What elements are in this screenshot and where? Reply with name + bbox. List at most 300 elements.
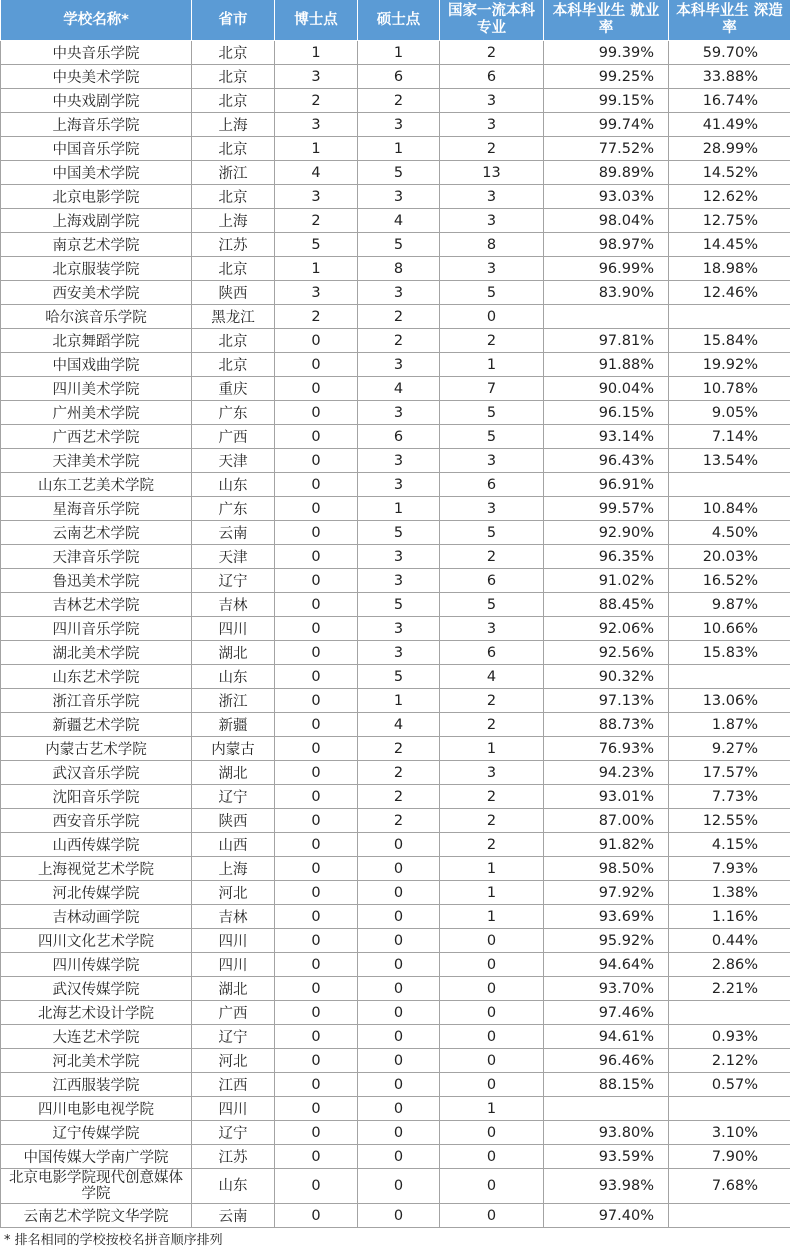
- further-study-rate-cell: 16.74%: [669, 89, 790, 113]
- header-first-class-majors: 国家一流本科专业: [440, 0, 544, 41]
- doctoral-cell: 0: [275, 1097, 358, 1121]
- province-cell: 上海: [192, 113, 275, 137]
- doctoral-cell: 0: [275, 377, 358, 401]
- table-row: [1, 1121, 790, 1145]
- table-row: [1, 185, 790, 209]
- province-cell: 广东: [192, 401, 275, 425]
- doctoral-cell: 2: [275, 209, 358, 233]
- master-cell: 0: [358, 1001, 440, 1025]
- further-study-rate-cell: 28.99%: [669, 137, 790, 161]
- master-cell: 1: [358, 41, 440, 65]
- master-cell: 6: [358, 65, 440, 89]
- further-study-rate-cell: [669, 1204, 790, 1228]
- first-class-cell: 0: [440, 929, 544, 953]
- doctoral-cell: 4: [275, 161, 358, 185]
- first-class-cell: 5: [440, 521, 544, 545]
- header-row: [1, 0, 790, 41]
- table-row: [1, 1001, 790, 1025]
- school-name-cell: 江西服装学院: [1, 1073, 192, 1097]
- header-master-programs: 硕士点: [358, 0, 440, 41]
- province-cell: 辽宁: [192, 569, 275, 593]
- doctoral-cell: 0: [275, 1121, 358, 1145]
- first-class-cell: 0: [440, 1001, 544, 1025]
- school-name-cell: 沈阳音乐学院: [1, 785, 192, 809]
- master-cell: 2: [358, 761, 440, 785]
- school-name-cell: 武汉音乐学院: [1, 761, 192, 785]
- employment-rate-cell: 93.01%: [544, 785, 669, 809]
- employment-rate-cell: 91.88%: [544, 353, 669, 377]
- doctoral-cell: 0: [275, 569, 358, 593]
- first-class-cell: 5: [440, 281, 544, 305]
- further-study-rate-cell: 10.78%: [669, 377, 790, 401]
- doctoral-cell: 0: [275, 833, 358, 857]
- master-cell: 0: [358, 977, 440, 1001]
- master-cell: 4: [358, 377, 440, 401]
- master-cell: 5: [358, 161, 440, 185]
- province-cell: 湖北: [192, 641, 275, 665]
- employment-rate-cell: 88.73%: [544, 713, 669, 737]
- table-row: [1, 569, 790, 593]
- first-class-cell: 6: [440, 641, 544, 665]
- table-row: [1, 857, 790, 881]
- doctoral-cell: 0: [275, 1073, 358, 1097]
- province-cell: 北京: [192, 185, 275, 209]
- doctoral-cell: 1: [275, 137, 358, 161]
- master-cell: 0: [358, 929, 440, 953]
- school-name-cell: 北京电影学院现代创意媒体学院: [1, 1169, 192, 1204]
- province-cell: 广西: [192, 1001, 275, 1025]
- first-class-cell: 0: [440, 1169, 544, 1204]
- province-cell: 陕西: [192, 281, 275, 305]
- master-cell: 0: [358, 1049, 440, 1073]
- school-name-cell: 大连艺术学院: [1, 1025, 192, 1049]
- table-row: [1, 1145, 790, 1169]
- table-row: [1, 233, 790, 257]
- table-body: [1, 41, 790, 1228]
- employment-rate-cell: 77.52%: [544, 137, 669, 161]
- province-cell: 山东: [192, 1169, 275, 1204]
- employment-rate-cell: 87.00%: [544, 809, 669, 833]
- school-name-cell: 广州美术学院: [1, 401, 192, 425]
- first-class-cell: 8: [440, 233, 544, 257]
- doctoral-cell: 3: [275, 113, 358, 137]
- employment-rate-cell: 97.46%: [544, 1001, 669, 1025]
- further-study-rate-cell: 14.45%: [669, 233, 790, 257]
- table-row: [1, 329, 790, 353]
- employment-rate-cell: 98.04%: [544, 209, 669, 233]
- master-cell: 0: [358, 1073, 440, 1097]
- employment-rate-cell: 76.93%: [544, 737, 669, 761]
- school-name-cell: 北海艺术设计学院: [1, 1001, 192, 1025]
- employment-rate-cell: 92.90%: [544, 521, 669, 545]
- master-cell: 0: [358, 881, 440, 905]
- master-cell: 1: [358, 497, 440, 521]
- table-row: [1, 833, 790, 857]
- table-row: [1, 641, 790, 665]
- school-name-cell: 西安音乐学院: [1, 809, 192, 833]
- further-study-rate-cell: 7.93%: [669, 857, 790, 881]
- master-cell: 5: [358, 233, 440, 257]
- school-name-cell: 中国传媒大学南广学院: [1, 1145, 192, 1169]
- doctoral-cell: 3: [275, 185, 358, 209]
- employment-rate-cell: 96.91%: [544, 473, 669, 497]
- province-cell: 重庆: [192, 377, 275, 401]
- first-class-cell: 0: [440, 953, 544, 977]
- school-name-cell: 河北传媒学院: [1, 881, 192, 905]
- master-cell: 3: [358, 569, 440, 593]
- employment-rate-cell: 94.23%: [544, 761, 669, 785]
- first-class-cell: 13: [440, 161, 544, 185]
- further-study-rate-cell: 15.83%: [669, 641, 790, 665]
- employment-rate-cell: 92.56%: [544, 641, 669, 665]
- master-cell: 0: [358, 1121, 440, 1145]
- employment-rate-cell: 90.32%: [544, 665, 669, 689]
- doctoral-cell: 5: [275, 233, 358, 257]
- province-cell: 河北: [192, 1049, 275, 1073]
- further-study-rate-cell: [669, 665, 790, 689]
- first-class-cell: 1: [440, 905, 544, 929]
- doctoral-cell: 0: [275, 401, 358, 425]
- table-row: [1, 1097, 790, 1121]
- master-cell: 4: [358, 713, 440, 737]
- further-study-rate-cell: 12.55%: [669, 809, 790, 833]
- doctoral-cell: 0: [275, 713, 358, 737]
- employment-rate-cell: [544, 1097, 669, 1121]
- doctoral-cell: 0: [275, 881, 358, 905]
- first-class-cell: 3: [440, 113, 544, 137]
- school-name-cell: 四川文化艺术学院: [1, 929, 192, 953]
- first-class-cell: 0: [440, 1145, 544, 1169]
- header-employment-rate: 本科毕业生 就业率: [544, 0, 669, 41]
- school-name-cell: 北京舞蹈学院: [1, 329, 192, 353]
- further-study-rate-cell: 12.75%: [669, 209, 790, 233]
- first-class-cell: 2: [440, 785, 544, 809]
- further-study-rate-cell: 1.16%: [669, 905, 790, 929]
- table-row: [1, 257, 790, 281]
- school-name-cell: 新疆艺术学院: [1, 713, 192, 737]
- employment-rate-cell: 93.14%: [544, 425, 669, 449]
- first-class-cell: 0: [440, 1121, 544, 1145]
- table-row: [1, 929, 790, 953]
- footnote: * 排名相同的学校按校名拼音顺序排列: [4, 1233, 223, 1248]
- province-cell: 湖北: [192, 761, 275, 785]
- doctoral-cell: 0: [275, 665, 358, 689]
- first-class-cell: 2: [440, 809, 544, 833]
- employment-rate-cell: 94.61%: [544, 1025, 669, 1049]
- first-class-cell: 3: [440, 185, 544, 209]
- school-name-cell: 西安美术学院: [1, 281, 192, 305]
- province-cell: 北京: [192, 353, 275, 377]
- school-name-cell: 中央美术学院: [1, 65, 192, 89]
- province-cell: 吉林: [192, 593, 275, 617]
- first-class-cell: 2: [440, 545, 544, 569]
- employment-rate-cell: 96.99%: [544, 257, 669, 281]
- province-cell: 天津: [192, 449, 275, 473]
- first-class-cell: 5: [440, 593, 544, 617]
- master-cell: 3: [358, 545, 440, 569]
- master-cell: 3: [358, 113, 440, 137]
- province-cell: 山东: [192, 665, 275, 689]
- further-study-rate-cell: 19.92%: [669, 353, 790, 377]
- table-row: [1, 281, 790, 305]
- school-name-cell: 中国戏曲学院: [1, 353, 192, 377]
- school-name-cell: 中央戏剧学院: [1, 89, 192, 113]
- first-class-cell: 5: [440, 425, 544, 449]
- doctoral-cell: 3: [275, 281, 358, 305]
- first-class-cell: 2: [440, 41, 544, 65]
- doctoral-cell: 0: [275, 497, 358, 521]
- employment-rate-cell: 96.46%: [544, 1049, 669, 1073]
- school-name-cell: 山西传媒学院: [1, 833, 192, 857]
- table-row: [1, 41, 790, 65]
- master-cell: 0: [358, 1169, 440, 1204]
- further-study-rate-cell: 33.88%: [669, 65, 790, 89]
- doctoral-cell: 0: [275, 329, 358, 353]
- employment-rate-cell: 99.25%: [544, 65, 669, 89]
- further-study-rate-cell: 12.62%: [669, 185, 790, 209]
- doctoral-cell: 0: [275, 857, 358, 881]
- first-class-cell: 2: [440, 137, 544, 161]
- master-cell: 5: [358, 521, 440, 545]
- school-name-cell: 武汉传媒学院: [1, 977, 192, 1001]
- province-cell: 北京: [192, 137, 275, 161]
- table-row: [1, 161, 790, 185]
- further-study-rate-cell: 2.12%: [669, 1049, 790, 1073]
- table-row: [1, 545, 790, 569]
- first-class-cell: 7: [440, 377, 544, 401]
- employment-rate-cell: 90.04%: [544, 377, 669, 401]
- first-class-cell: 2: [440, 329, 544, 353]
- province-cell: 天津: [192, 545, 275, 569]
- employment-rate-cell: 93.69%: [544, 905, 669, 929]
- province-cell: 山西: [192, 833, 275, 857]
- further-study-rate-cell: [669, 1001, 790, 1025]
- header-school-name: 学校名称*: [1, 0, 192, 41]
- table-row: [1, 1025, 790, 1049]
- further-study-rate-cell: 17.57%: [669, 761, 790, 785]
- doctoral-cell: 0: [275, 689, 358, 713]
- doctoral-cell: 2: [275, 305, 358, 329]
- employment-rate-cell: 93.98%: [544, 1169, 669, 1204]
- table-row: [1, 209, 790, 233]
- doctoral-cell: 0: [275, 929, 358, 953]
- school-name-cell: 内蒙古艺术学院: [1, 737, 192, 761]
- first-class-cell: 0: [440, 1025, 544, 1049]
- employment-rate-cell: 95.92%: [544, 929, 669, 953]
- province-cell: 浙江: [192, 689, 275, 713]
- first-class-cell: 3: [440, 449, 544, 473]
- table-row: [1, 497, 790, 521]
- table-row: [1, 905, 790, 929]
- province-cell: 北京: [192, 257, 275, 281]
- master-cell: 1: [358, 689, 440, 713]
- province-cell: 黑龙江: [192, 305, 275, 329]
- province-cell: 四川: [192, 1097, 275, 1121]
- first-class-cell: 0: [440, 305, 544, 329]
- table-row: [1, 737, 790, 761]
- further-study-rate-cell: 18.98%: [669, 257, 790, 281]
- further-study-rate-cell: 1.38%: [669, 881, 790, 905]
- province-cell: 北京: [192, 41, 275, 65]
- doctoral-cell: 0: [275, 1204, 358, 1228]
- doctoral-cell: 0: [275, 761, 358, 785]
- employment-rate-cell: 98.97%: [544, 233, 669, 257]
- employment-rate-cell: 97.81%: [544, 329, 669, 353]
- further-study-rate-cell: 4.50%: [669, 521, 790, 545]
- first-class-cell: 3: [440, 257, 544, 281]
- first-class-cell: 1: [440, 857, 544, 881]
- further-study-rate-cell: 15.84%: [669, 329, 790, 353]
- doctoral-cell: 0: [275, 1025, 358, 1049]
- master-cell: 2: [358, 329, 440, 353]
- master-cell: 3: [358, 641, 440, 665]
- employment-rate-cell: 91.82%: [544, 833, 669, 857]
- master-cell: 5: [358, 665, 440, 689]
- master-cell: 6: [358, 425, 440, 449]
- first-class-cell: 6: [440, 65, 544, 89]
- doctoral-cell: 0: [275, 737, 358, 761]
- school-name-cell: 鲁迅美术学院: [1, 569, 192, 593]
- further-study-rate-cell: 7.73%: [669, 785, 790, 809]
- further-study-rate-cell: 0.44%: [669, 929, 790, 953]
- table-row: [1, 1169, 790, 1204]
- table-row: [1, 809, 790, 833]
- first-class-cell: 2: [440, 713, 544, 737]
- school-name-cell: 上海音乐学院: [1, 113, 192, 137]
- province-cell: 河北: [192, 881, 275, 905]
- master-cell: 2: [358, 785, 440, 809]
- doctoral-cell: 3: [275, 65, 358, 89]
- first-class-cell: 0: [440, 977, 544, 1001]
- school-name-cell: 北京电影学院: [1, 185, 192, 209]
- school-name-cell: 天津美术学院: [1, 449, 192, 473]
- further-study-rate-cell: 0.57%: [669, 1073, 790, 1097]
- master-cell: 3: [358, 401, 440, 425]
- table-row: [1, 785, 790, 809]
- employment-rate-cell: 91.02%: [544, 569, 669, 593]
- employment-rate-cell: 94.64%: [544, 953, 669, 977]
- master-cell: 8: [358, 257, 440, 281]
- further-study-rate-cell: 1.87%: [669, 713, 790, 737]
- table-row: [1, 881, 790, 905]
- province-cell: 江苏: [192, 1145, 275, 1169]
- doctoral-cell: 0: [275, 977, 358, 1001]
- school-name-cell: 吉林艺术学院: [1, 593, 192, 617]
- header-further-study-rate: 本科毕业生 深造率: [669, 0, 790, 41]
- table-row: [1, 65, 790, 89]
- master-cell: 0: [358, 953, 440, 977]
- table-row: [1, 377, 790, 401]
- table-row: [1, 401, 790, 425]
- header-province: 省市: [192, 0, 275, 41]
- province-cell: 四川: [192, 929, 275, 953]
- further-study-rate-cell: 3.10%: [669, 1121, 790, 1145]
- further-study-rate-cell: 2.86%: [669, 953, 790, 977]
- employment-rate-cell: 99.39%: [544, 41, 669, 65]
- further-study-rate-cell: 9.05%: [669, 401, 790, 425]
- school-name-cell: 四川电影电视学院: [1, 1097, 192, 1121]
- further-study-rate-cell: 10.66%: [669, 617, 790, 641]
- doctoral-cell: 0: [275, 521, 358, 545]
- school-name-cell: 云南艺术学院: [1, 521, 192, 545]
- first-class-cell: 6: [440, 569, 544, 593]
- table-row: [1, 89, 790, 113]
- province-cell: 内蒙古: [192, 737, 275, 761]
- doctoral-cell: 0: [275, 617, 358, 641]
- school-name-cell: 中央音乐学院: [1, 41, 192, 65]
- doctoral-cell: 0: [275, 353, 358, 377]
- province-cell: 广东: [192, 497, 275, 521]
- further-study-rate-cell: 10.84%: [669, 497, 790, 521]
- province-cell: 浙江: [192, 161, 275, 185]
- further-study-rate-cell: 59.70%: [669, 41, 790, 65]
- province-cell: 辽宁: [192, 1121, 275, 1145]
- further-study-rate-cell: [669, 1097, 790, 1121]
- doctoral-cell: 1: [275, 41, 358, 65]
- further-study-rate-cell: 16.52%: [669, 569, 790, 593]
- first-class-cell: 1: [440, 737, 544, 761]
- province-cell: 云南: [192, 521, 275, 545]
- school-name-cell: 吉林动画学院: [1, 905, 192, 929]
- employment-rate-cell: [544, 305, 669, 329]
- employment-rate-cell: 93.03%: [544, 185, 669, 209]
- table-row: [1, 953, 790, 977]
- province-cell: 上海: [192, 857, 275, 881]
- further-study-rate-cell: 41.49%: [669, 113, 790, 137]
- province-cell: 江西: [192, 1073, 275, 1097]
- school-name-cell: 山东艺术学院: [1, 665, 192, 689]
- doctoral-cell: 0: [275, 1169, 358, 1204]
- school-name-cell: 哈尔滨音乐学院: [1, 305, 192, 329]
- first-class-cell: 3: [440, 497, 544, 521]
- doctoral-cell: 0: [275, 953, 358, 977]
- first-class-cell: 3: [440, 617, 544, 641]
- doctoral-cell: 2: [275, 89, 358, 113]
- doctoral-cell: 0: [275, 809, 358, 833]
- province-cell: 北京: [192, 65, 275, 89]
- province-cell: 湖北: [192, 977, 275, 1001]
- master-cell: 2: [358, 809, 440, 833]
- further-study-rate-cell: 7.14%: [669, 425, 790, 449]
- master-cell: 3: [358, 185, 440, 209]
- doctoral-cell: 0: [275, 1145, 358, 1169]
- school-name-cell: 天津音乐学院: [1, 545, 192, 569]
- employment-rate-cell: 97.13%: [544, 689, 669, 713]
- school-name-cell: 广西艺术学院: [1, 425, 192, 449]
- master-cell: 0: [358, 1097, 440, 1121]
- province-cell: 吉林: [192, 905, 275, 929]
- table-row: [1, 617, 790, 641]
- doctoral-cell: 0: [275, 641, 358, 665]
- header-doctoral-programs: 博士点: [275, 0, 358, 41]
- school-name-cell: 浙江音乐学院: [1, 689, 192, 713]
- further-study-rate-cell: [669, 473, 790, 497]
- employment-rate-cell: 97.92%: [544, 881, 669, 905]
- table-row: [1, 1049, 790, 1073]
- school-name-cell: 四川传媒学院: [1, 953, 192, 977]
- doctoral-cell: 0: [275, 545, 358, 569]
- master-cell: 2: [358, 305, 440, 329]
- further-study-rate-cell: 13.06%: [669, 689, 790, 713]
- master-cell: 2: [358, 737, 440, 761]
- employment-rate-cell: 93.70%: [544, 977, 669, 1001]
- master-cell: 3: [358, 281, 440, 305]
- table-row: [1, 1204, 790, 1228]
- province-cell: 陕西: [192, 809, 275, 833]
- master-cell: 0: [358, 1204, 440, 1228]
- table-row: [1, 521, 790, 545]
- master-cell: 5: [358, 593, 440, 617]
